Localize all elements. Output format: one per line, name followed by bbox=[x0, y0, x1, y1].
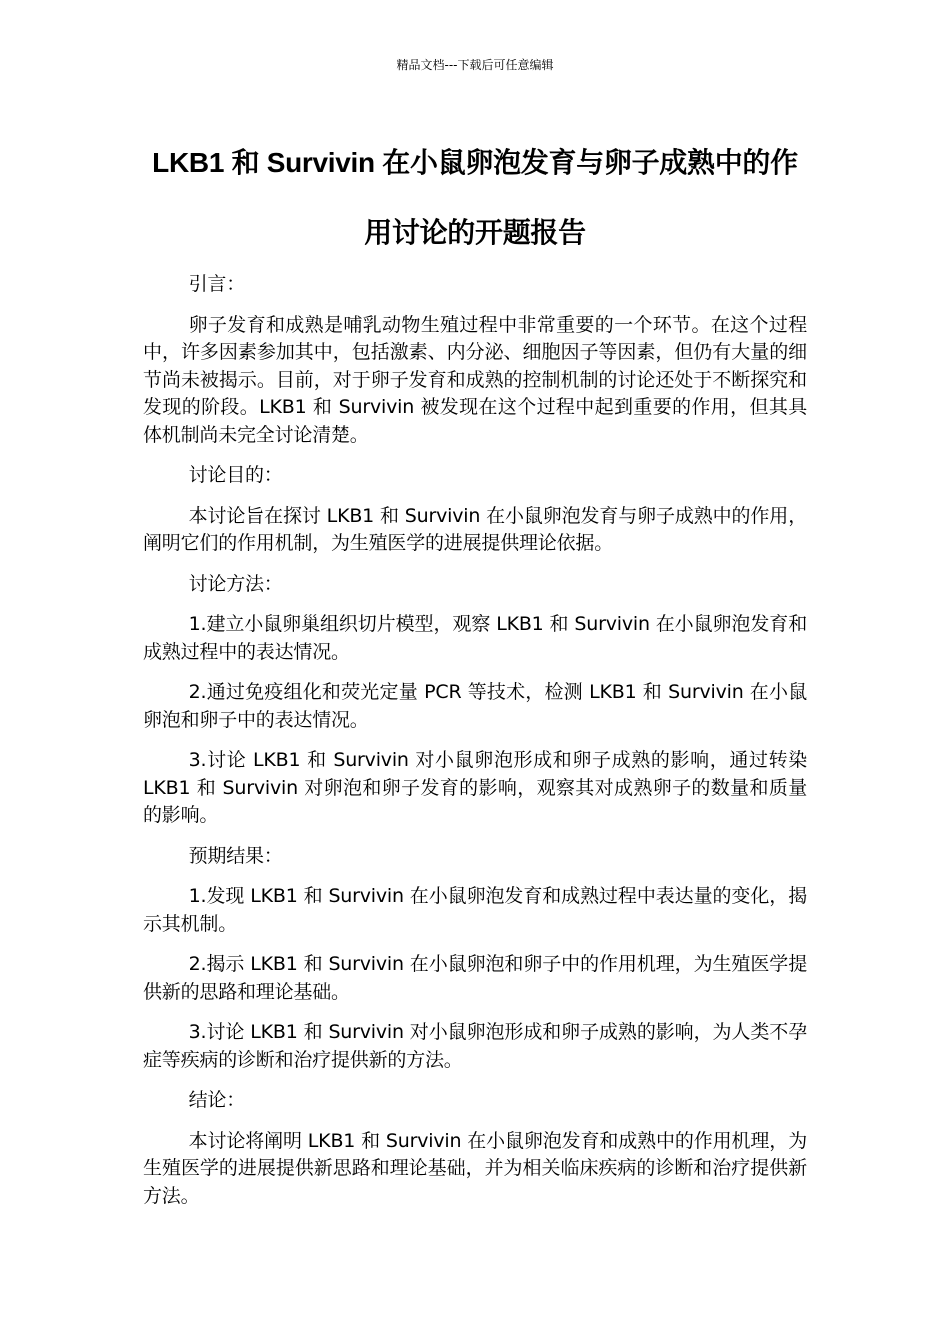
paragraph-introduction: 卵子发育和成熟是哺乳动物生殖过程中非常重要的一个环节。在这个过程中，许多因素参加其中，包括激素、内分泌、细胞因子等因素，但仍有大量的细节尚未被揭示。目前，对于卵子发育和成熟的控制机制的讨论还处于不断探究和发现的阶段。LKB1 和 Survivin 被发现在这个过程中起到重要的作用，但其具体机制尚未完全讨论清楚。 bbox=[143, 313, 807, 446]
result-item-3: 3.讨论 LKB1 和 Survivin 对小鼠卵泡形成和卵子成熟的影响，为人类不孕症等疾病的诊断和治疗提供新的方法。 bbox=[143, 1021, 807, 1071]
section-heading-purpose: 讨论目的： bbox=[188, 464, 283, 486]
result-item-1: 1.发现 LKB1 和 Survivin 在小鼠卵泡发育和成熟过程中表达量的变化，揭示其机制。 bbox=[143, 885, 807, 935]
section-heading-introduction: 引言： bbox=[188, 273, 245, 295]
method-item-3: 3.讨论 LKB1 和 Survivin 对小鼠卵泡形成和卵子成熟的影响，通过转染 LKB1 和 Survivin 对卵泡和卵子发育的影响，观察其对成熟卵子的数量和质量的影响。 bbox=[143, 749, 807, 826]
document-title: LKB1 和 Survivin 在小鼠卵泡发育与卵子成熟中的作用讨论的开题报告 bbox=[152, 147, 798, 248]
section-heading-methods: 讨论方法： bbox=[188, 572, 283, 595]
method-item-1: 1.建立小鼠卵巢组织切片模型，观察 LKB1 和 Survivin 在小鼠卵泡发育和成熟过程中的表达情况。 bbox=[143, 613, 807, 663]
document-body bbox=[143, 271, 807, 1223]
paragraph-purpose: 本讨论旨在探讨 LKB1 和 Survivin 在小鼠卵泡发育与卵子成熟中的作用，阐明它们的作用机制，为生殖医学的进展提供理论依据。 bbox=[143, 504, 807, 554]
paragraph-conclusion: 本讨论将阐明 LKB1 和 Survivin 在小鼠卵泡发育和成熟中的作用机理，为生殖医学的进展提供新思路和理论基础，并为相关临床疾病的诊断和治疗提供新方法。 bbox=[143, 1129, 807, 1207]
section-heading-conclusion: 结论： bbox=[188, 1089, 245, 1111]
result-item-2: 2.揭示 LKB1 和 Survivin 在小鼠卵泡和卵子中的作用机理，为生殖医学提供新的思路和理论基础。 bbox=[143, 953, 807, 1003]
page-header-note: 精品文档---下载后可任意编辑 bbox=[396, 58, 554, 72]
method-item-2: 2.通过免疫组化和荧光定量 PCR 等技术，检测 LKB1 和 Survivin 在小鼠卵泡和卵子中的表达情况。 bbox=[143, 681, 807, 731]
section-heading-expected-results: 预期结果： bbox=[188, 844, 283, 867]
